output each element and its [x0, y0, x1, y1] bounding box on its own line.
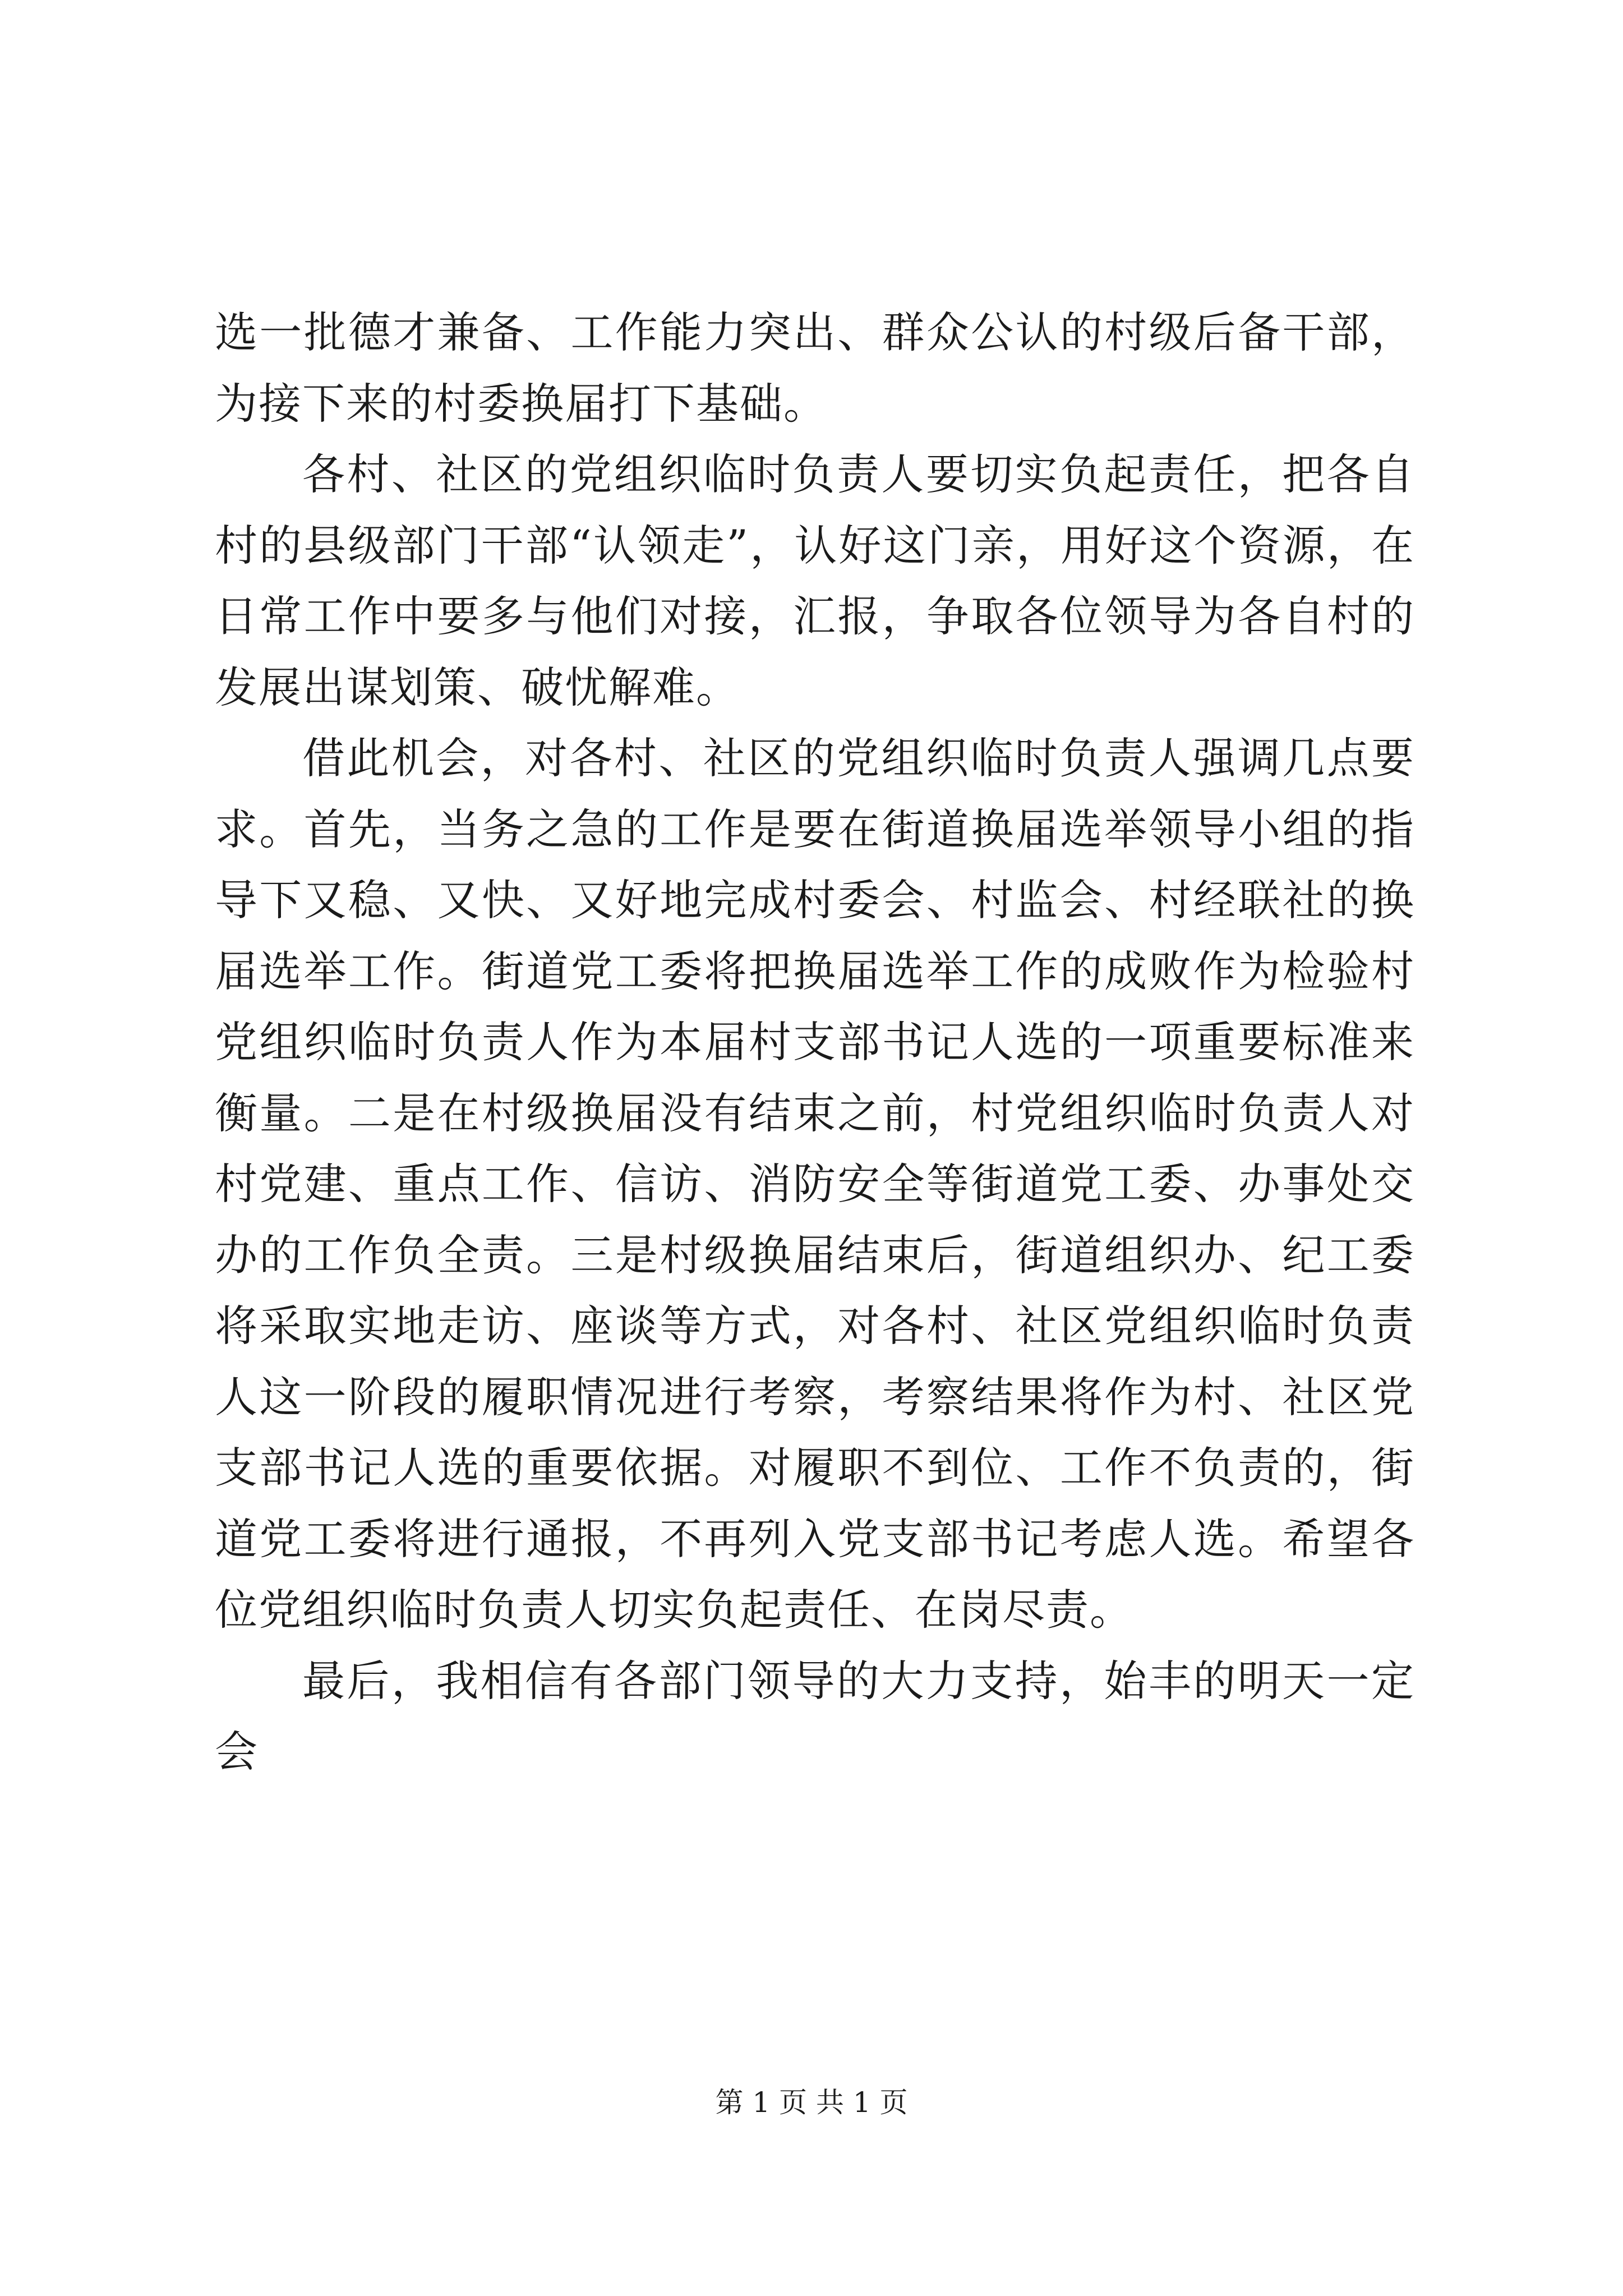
document-body [215, 297, 1415, 1788]
paragraph: 各村、社区的党组织临时负责人要切实负起责任，把各自村的县级部门干部“认领走”，认好这门亲，用好这个资源，在日常工作中要多与他们对接，汇报，争取各位领导为各自村的发展出谋划策、破忧解难。 [215, 449, 1415, 712]
page-footer: 第 1 页 共 1 页 [715, 2086, 908, 2119]
paragraph: 借此机会，对各村、社区的党组织临时负责人强调几点要求。首先，当务之急的工作是要在街道换届选举领导小组的指导下又稳、又快、又好地完成村委会、村监会、村经联社的换届选举工作。街道党工委将把换届选举工作的成败作为检验村党组织临时负责人作为本届村支部书记人选的一项重要标准来衡量。二是在村级换届没有结束之前，村党组织临时负责人对村党建、重点工作、信访、消防安全等街道党工委、办事处交办的工作负全责。三是村级换届结束后，街道组织办、纪工委将采取实地走访、座谈等方式，对各村、社区党组织临时负责人这一阶段的履职情况进行考察，考察结果将作为村、社区党支部书记人选的重要依据。对履职不到位、工作不负责的，街道党工委将进行通报，不再列入党支部书记考虑人选。希望各位党组织临时负责人切实负起责任、在岗尽责。 [215, 733, 1415, 1635]
paragraph-continuation: 选一批德才兼备、工作能力突出、群众公认的村级后备干部，为接下来的村委换届打下基础。 [215, 307, 1415, 429]
paragraph: 最后，我相信有各部门领导的大力支持，始丰的明天一定会 [215, 1655, 1415, 1777]
